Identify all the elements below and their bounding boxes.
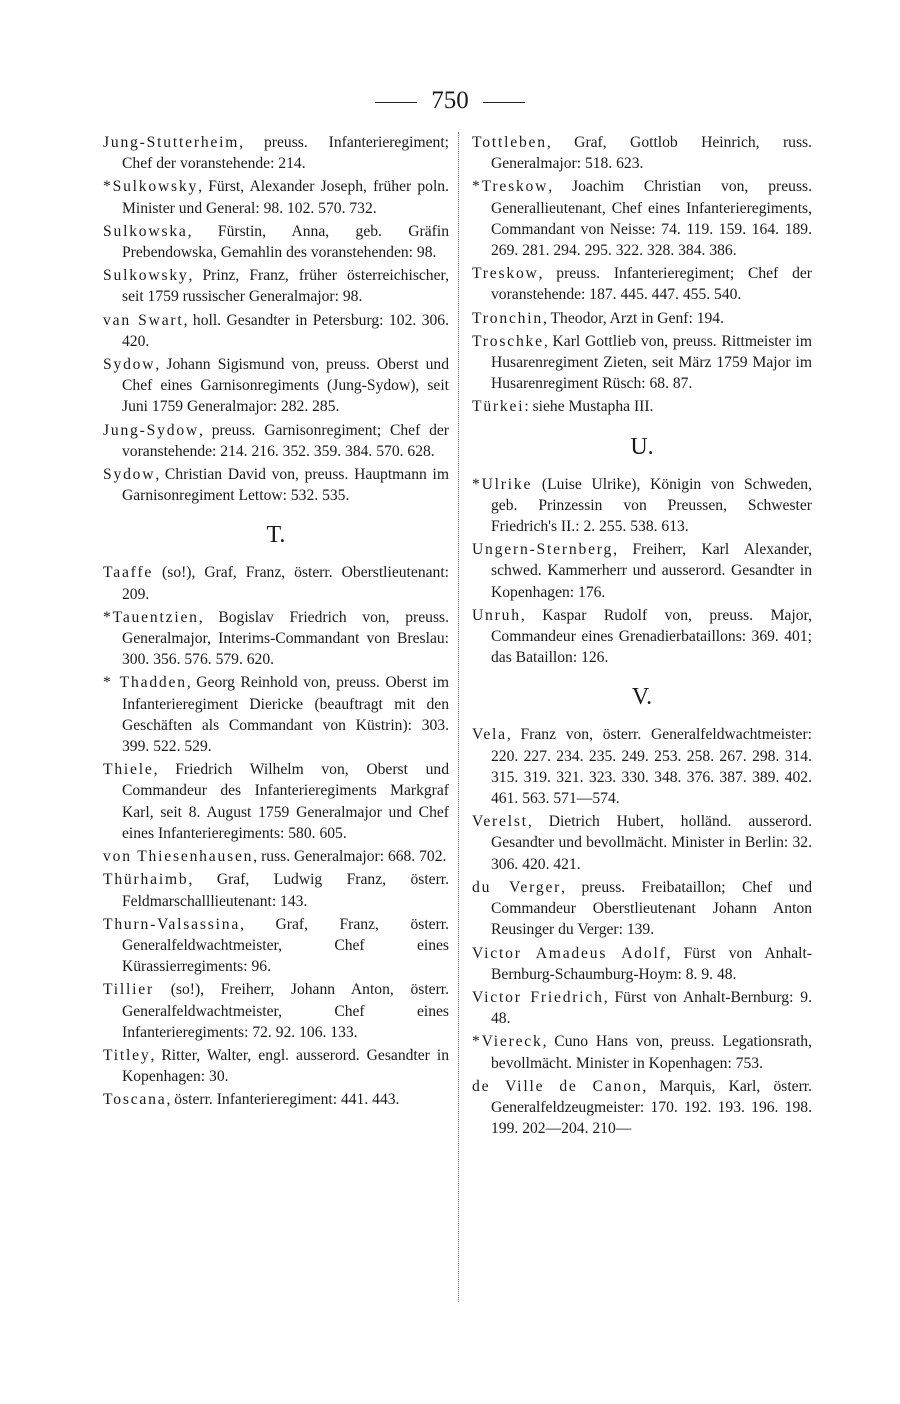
entry-name: Victor Amadeus Adolf	[472, 944, 667, 962]
index-entry	[103, 221, 449, 263]
entry-text: , österr. Infanterieregiment: 441. 443.	[166, 1091, 400, 1109]
index-entry	[472, 396, 812, 417]
entry-name: Thürhaimb	[103, 871, 189, 889]
entry-text: , Kaspar Rudolf von, preuss. Major, Commandeur eines Grenadierbataillons: 369. 401; das Bataillon: 126.	[491, 606, 812, 667]
index-entry	[472, 308, 812, 329]
entry-name: Sydow	[103, 466, 156, 484]
entry-text: : siehe Mustapha III.	[524, 398, 654, 416]
entry-text: , Marquis, Karl, österr. Generalfeldzeugmeister: 170. 192. 193. 196. 198. 199. 202—204. 210—	[491, 1077, 812, 1138]
index-entry	[103, 420, 449, 462]
entry-text: , Graf, Ludwig Franz, österr. Feldmarschalllieutenant: 143.	[122, 871, 449, 910]
entry-name: Treskow	[472, 265, 539, 283]
index-entry	[103, 607, 449, 671]
entry-text: , Fürst von Anhalt-Bernburg-Schaumburg-Hoym: 8. 9. 48.	[491, 944, 812, 983]
index-entry	[472, 263, 812, 305]
index-entry	[472, 331, 812, 395]
entry-text: , preuss. Freibataillon; Chef und Commandeur Oberstlieutenant Johann Anton Reusinger du Verger: 139.	[491, 878, 813, 939]
entry-name: Thurn-Valsassina	[103, 915, 241, 933]
entry-name: Troschke	[472, 332, 544, 350]
entry-name: Sydow	[103, 356, 156, 374]
entry-name: Tottleben	[472, 134, 547, 151]
left-column	[103, 132, 449, 1113]
entry-name: * Thadden	[103, 674, 187, 692]
entry-name: *Ulrike	[472, 475, 533, 493]
entry-name: *Treskow	[472, 178, 549, 196]
entry-name: Vela	[472, 726, 507, 744]
entry-name: von Thiesenhausen	[103, 848, 254, 866]
index-entry	[472, 987, 812, 1029]
entry-name: *Tauentzien	[103, 608, 199, 626]
page-number: 750	[431, 87, 469, 114]
entry-text: , Cuno Hans von, preuss. Legationsrath, bevollmächt. Minister in Kopenhagen: 753.	[491, 1033, 812, 1072]
entry-text: , Graf, Franz, österr. Generalfeldwachtmeister, Chef eines Kürassierregiments: 96.	[122, 915, 449, 976]
entry-name: Toscana	[103, 1091, 167, 1109]
entry-name: *Viereck	[472, 1033, 543, 1051]
entry-name: Tronchin	[472, 309, 544, 327]
entry-text: , russ. Generalmajor: 668. 702.	[253, 848, 447, 866]
entry-name: Sulkowsky	[103, 267, 189, 285]
entry-name: Victor Friedrich	[472, 988, 604, 1006]
column-divider	[458, 132, 459, 1302]
entry-name: van Swart	[103, 311, 184, 329]
index-entry	[103, 265, 449, 307]
index-entry	[103, 562, 449, 604]
entry-name: Sulkowska	[103, 222, 188, 240]
entry-text: (Luise Ulrike), Königin von Schweden, geb. Prinzessin von Preussen, Schwester Friedrich's II.: 2. 255. 538. 613.	[491, 475, 812, 536]
entry-text: , Joachim Christian von, preuss. Generallieutenant, Chef eines Infanterieregiments, Commandant von Neisse: 74. 119. 159. 164. 189. 269. 281. 294. 295. 322. 328. 384. 386.	[491, 178, 812, 260]
index-entry	[103, 132, 449, 174]
entry-text: , Franz von, österr. Generalfeldwachtmeister: 220. 227. 234. 235. 249. 253. 258. 267. 298. 314. 315. 319. 321. 323. 330. 348. 376. 387. 389. 402. 461. 563. 571—574.	[491, 726, 812, 808]
entry-text: , Dietrich Hubert, holländ. ausserord. Gesandter und bevollmächt. Minister in Berlin: 32. 306. 420. 421.	[491, 813, 812, 873]
index-entry	[103, 1045, 449, 1087]
index-entry	[103, 310, 449, 352]
index-entry	[103, 464, 449, 506]
index-entry	[103, 846, 449, 867]
index-entry	[472, 176, 812, 261]
entry-text: , Georg Reinhold von, preuss. Oberst im Infanterieregiment Diericke (beauftragt mit den Geschäften als Commandant von Küstrin): 303. 399. 522. 529.	[122, 674, 449, 756]
entry-text: , Theodor, Arzt in Genf: 194.	[543, 309, 724, 327]
index-entry	[472, 1031, 812, 1073]
header-dash-right	[483, 102, 525, 103]
section-heading: T.	[266, 522, 286, 549]
right-column	[472, 132, 812, 1141]
entry-text: , Fürstin, Anna, geb. Gräfin Prebendowska, Gemahlin des voranstehenden: 98.	[122, 222, 449, 262]
entry-text: , preuss. Infanterieregiment; Chef der voranstehende: 187. 445. 447. 455. 540.	[491, 265, 812, 304]
entry-name: Thiele	[103, 761, 154, 779]
index-entry	[472, 943, 812, 985]
index-entry	[103, 672, 449, 757]
entry-text: , Prinz, Franz, früher österreichischer, seit 1759 russischer Generalmajor: 98.	[122, 267, 449, 306]
entry-name: Verelst	[472, 813, 528, 831]
index-entry	[103, 176, 449, 218]
index-entry	[472, 724, 812, 809]
entry-name: Tillier	[103, 981, 155, 999]
index-entry	[103, 354, 449, 418]
entry-name: Ungern-Sternberg	[472, 541, 614, 559]
index-entry	[103, 914, 449, 978]
entry-text: , Christian David von, preuss. Hauptmann im Garnisonregiment Lettow: 532. 535.	[122, 466, 449, 505]
entry-text: , preuss. Infanterieregiment; Chef der voranstehende: 214.	[122, 134, 449, 173]
entry-text: , Fürst, Alexander Joseph, früher poln. Minister und General: 98. 102. 570. 732.	[122, 178, 449, 217]
section-heading: V.	[631, 684, 653, 711]
entry-name: Titley	[103, 1046, 151, 1064]
entry-name: Türkei	[472, 398, 525, 416]
header-dash-left	[375, 102, 417, 103]
index-entry	[103, 869, 449, 911]
entry-name: du Verger	[472, 878, 562, 896]
entry-text: , Fürst von Anhalt-Bernburg: 9. 48.	[491, 988, 812, 1028]
index-entry	[472, 811, 812, 875]
entry-text: (so!), Freiherr, Johann Anton, österr. Generalfeldwachtmeister, Chef eines Infanterieregiments: 72. 92. 106. 133.	[122, 981, 449, 1041]
entry-name: Jung-Stutterheim	[103, 134, 240, 151]
entry-name: Jung-Sydow	[103, 421, 199, 439]
index-entry	[103, 759, 449, 844]
entry-text: , Bogislav Friedrich von, preuss. Generalmajor, Interims-Commandant von Breslau: 300. 356. 576. 579. 620.	[122, 608, 449, 669]
entry-name: Unruh	[472, 606, 521, 624]
entry-text: , Freiherr, Karl Alexander, schwed. Kammerherr und ausserord. Gesandter in Kopenhagen: 176.	[491, 541, 812, 601]
index-entry	[103, 979, 449, 1043]
entry-text: , holl. Gesandter in Petersburg: 102. 306. 420.	[122, 311, 450, 350]
entry-text: (so!), Graf, Franz, österr. Oberstlieutenant: 209.	[122, 564, 449, 603]
entry-name: *Sulkowsky	[103, 178, 199, 196]
entry-text: , Graf, Gottlob Heinrich, russ. Generalmajor: 518. 623.	[491, 134, 812, 173]
index-entry	[472, 539, 812, 603]
index-entry	[472, 1076, 812, 1140]
index-entry	[472, 132, 812, 174]
section-heading: U.	[630, 433, 654, 460]
entry-text: , preuss. Garnisonregiment; Chef der voranstehende: 214. 216. 352. 359. 384. 570. 628.	[122, 421, 449, 460]
entry-text: , Karl Gottlieb von, preuss. Rittmeister im Husarenregiment Zieten, seit März 1759 Major im Husarenregiment Rüsch: 68. 87.	[491, 332, 812, 393]
index-entry	[472, 605, 812, 669]
entry-name: Taaffe	[103, 564, 154, 582]
entry-text: , Friedrich Wilhelm von, Oberst und Commandeur des Infanterieregiments Markgraf Karl, seit 8. August 1759 Generalmajor und Chef eines Infanterieregiments: 580. 605.	[122, 761, 449, 842]
page-header	[0, 86, 900, 116]
index-entry	[472, 877, 812, 941]
entry-name: de Ville de Canon	[472, 1077, 643, 1095]
index-entry	[472, 474, 812, 538]
index-entry	[103, 1089, 449, 1110]
entry-text: , Johann Sigismund von, preuss. Oberst und Chef eines Garnisonregiments (Jung-Sydow), seit Juni 1759 Generalmajor: 282. 285.	[122, 356, 449, 416]
entry-text: , Ritter, Walter, engl. ausserord. Gesandter in Kopenhagen: 30.	[122, 1046, 449, 1086]
